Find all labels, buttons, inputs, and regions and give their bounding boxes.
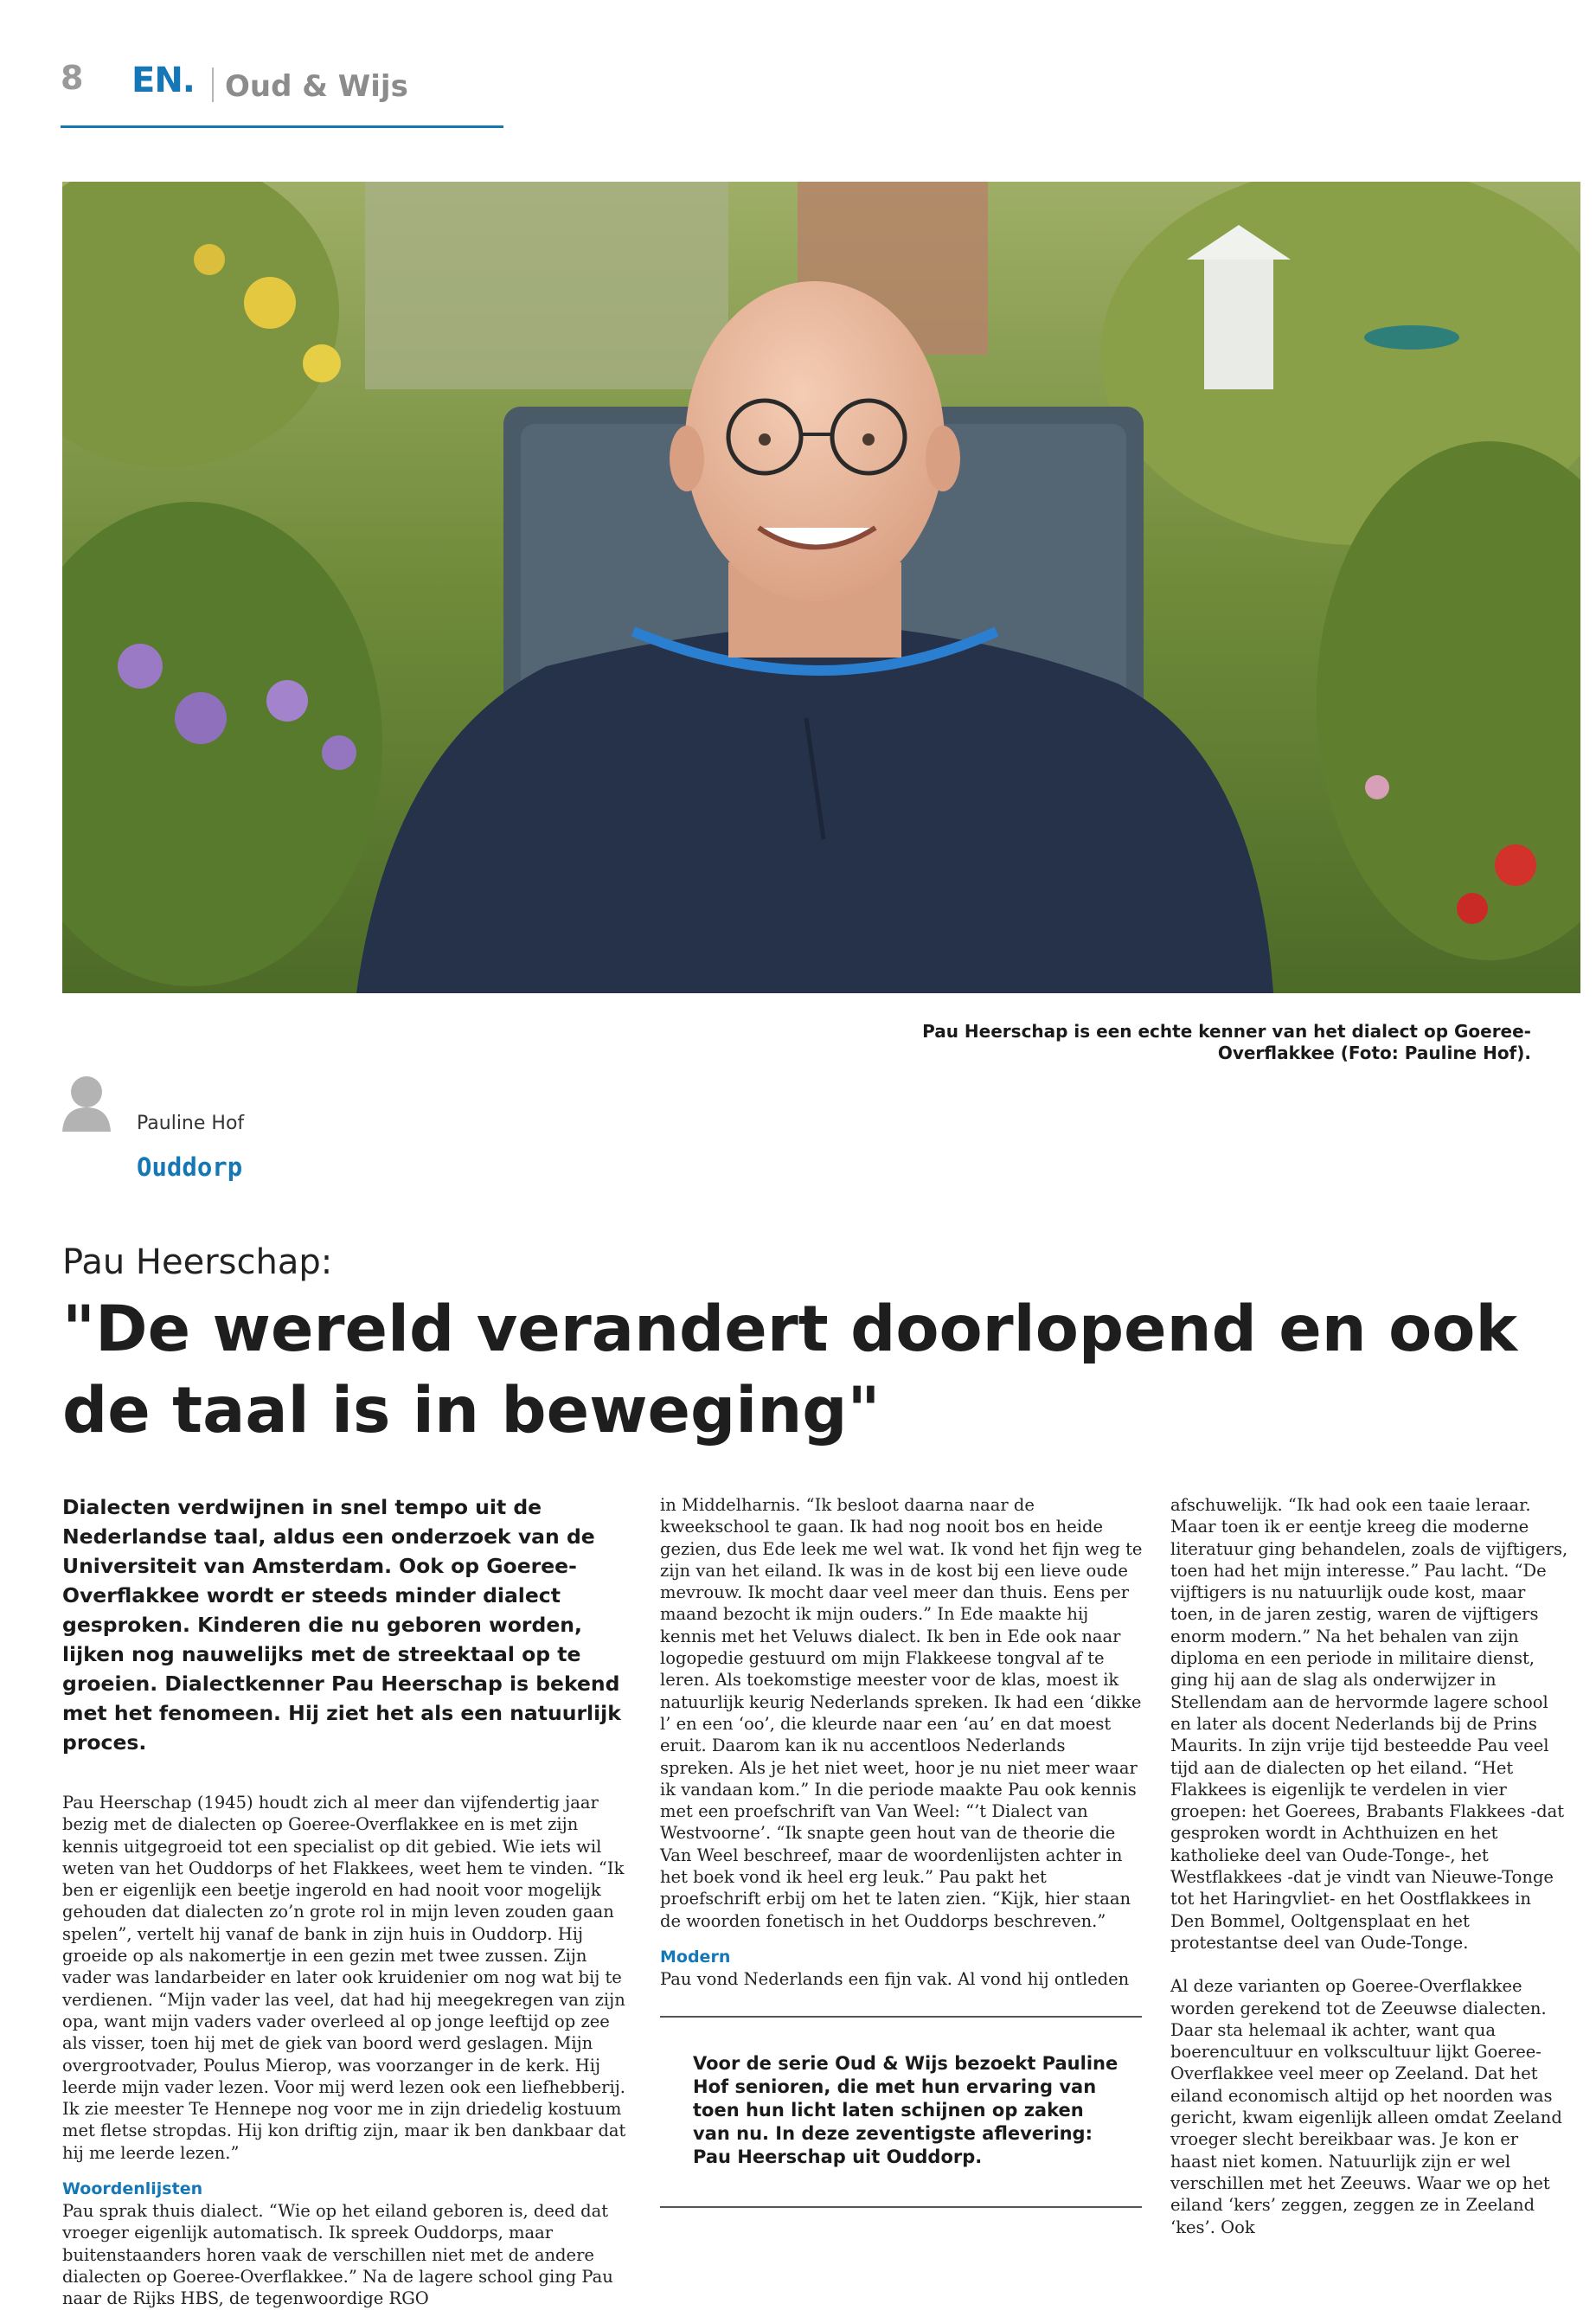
box-top-rule [660,2016,1142,2018]
article-column-1 [62,1492,633,2310]
author-name: Pauline Hof [137,1113,245,1134]
headline-kicker: Pau Heerschap: [62,1242,333,1282]
article-column-2 [660,1494,1144,1990]
article-column-3 [1170,1494,1568,2238]
subheading: Modern [660,1947,731,1967]
article-paragraph: afschuwelijk. “Ik had ook een taaie leraar. Maar toen ik er eentje kreeg die moderne literatuur ging behandelen, zoals de vijftigers, toen had het mijn interesse.” Pau lacht. “De vijftigers is nu natuurlijk oude kost, maar toen, in de jaren zestig, waren de vijftigers enorm modern.” Na het behalen van zijn diploma en een periode in militaire dienst, ging hij aan de slag als onderwijzer in Stellendam aan de hervormde lagere school en later als docent Nederlands bij de Prins Maurits. In zijn vrije tijd besteedde Pau veel tijd aan de dialecten op het eiland. “Het Flakkees is eigenlijk te verdelen in vier groepen: het Goerees, Brabants Flakkees -dat gesproken wordt in Achthuizen en het katholieke deel van Oude-Tonge-, het Westflakkees -dat je vindt van Nieuwe-Tonge tot het Haringvliet- en het Oostflakkees in Den Bommel, Ooltgensplaat en het protestantse deel van Oude-Tonge. [1170,1495,1568,1953]
article-paragraph: Al deze varianten op Goeree-Overflakkee worden gerekend tot de Zeeuwse dialecten. Daar sta helemaal ik achter, want qua boerencultuur en volkscultuur lijkt Goeree-Overflakkee veel meer op Zeeland. Dat het eiland economisch altijd op het noorden was gericht, kwam eigenlijk alleen omdat Zeeland vroeger slecht bereikbaar was. Je kon er haast niet komen. Natuurlijk zijn er wel verschillen met het Zeeuws. Waar we op het eiland ‘kers’ zeggen, zeggen ze in Zeeland ‘kes’. Ook [1170,1976,1562,2237]
section-name: Oud & Wijs [225,69,408,104]
article-paragraph: Pau sprak thuis dialect. “Wie op het eiland geboren is, deed dat vroeger eigenlijk automatisch. Ik spreek Ouddorps, maar buitenstaanders horen vaak de verschillen niet met de andere dialecten op Goeree-Overflakkee.” Na de lagere school ging Pau naar de Rijks HBS, de tegenwoordige RGO [62,2201,613,2309]
article-lead: Dialecten verdwijnen in snel tempo uit de Nederlandse taal, aldus een onderzoek van de Universiteit van Amsterdam. Ook op Goeree-Overflakkee wordt er steeds minder dialect gesproken. Kinderen die nu geboren worden, lijken nog nauwelijks met de streektaal op te groeien. Dialectkenner Pau Heerschap is bekend met het fenomeen. Hij ziet het als een natuurlijk proces. [62,1495,621,1755]
series-info-box [660,2016,1142,2208]
subheading: Woordenlijsten [62,2179,203,2199]
article-paragraph: in Middelharnis. “Ik besloot daarna naar de kweekschool te gaan. Ik had nog nooit bos en heide gezien, dus Ede leek me wel wat. Ik vond het fijn weg te zijn van het eiland. Ik was in de kost bij een lieve oude mevrouw. Ik mocht daar veel meer dan thuis. Eens per maand bezocht ik mijn ouders.” In Ede maakte hij kennis met het Veluws dialect. Ik ben in Ede ook naar logopedie gestuurd om mijn Flakkeese tongval af te leren. Als toekomstige meester voor de klas, moest ik natuurlijk keurig Nederlands spreken. Ik had een ‘dikke l’ en een ‘oo’, die kleurde naar een ‘au’ en dat moest eruit. Daarom kan ik nu accentloos Nederlands spreken. Als je het niet weet, hoor je nu niet meer waar ik vandaan kom.” In die periode maakte Pau ook kennis met een proefschrift van Van Weel: “’t Dialect van Westvoorne’. “Ik snapte geen hout van de theorie die Van Weel beschreef, maar de woordenlijsten achter in het boek vond ik heel erg leuk.” Pau pakt het proefschrift erbij om het te laten zien. “Kijk, hier staan de woorden fonetisch in het Ouddorps beschreven.” [660,1495,1143,1931]
page-number: 8 [61,59,84,97]
headline: "De wereld verandert doorlopend en ook de taal is in beweging" [62,1293,1517,1447]
author-avatar-icon [61,1075,112,1132]
newspaper-logo: EN. [131,61,195,100]
dateline-location: Ouddorp [137,1152,243,1182]
article-paragraph: Pau Heerschap (1945) houdt zich al meer dan vijfendertig jaar bezig met de dialecten op Goeree-Overflakkee en is met zijn kennis uitgegroeid tot een specialist op dit gebied. Wie iets wil weten van het Ouddorps of het Flakkees, weet hem te vinden. “Ik ben er eigenlijk een beetje ingerold en had nooit voor mogelijk gehouden dat dialecten zo’n grote rol in mijn leven zouden gaan spelen”, vertelt hij vanaf de bank in zijn huis in Ouddorp. Hij groeide op als nakomertje in een gezin met twee zussen. Zijn vader was landarbeider en later ook kruidenier om nog wat bij te verdienen. “Mijn vader las veel, dat had hij meegekregen van zijn opa, want mijn vaders vader overleed al op jonge leeftijd op zee als visser, toen hij met de giek van boord werd geslagen. Mijn overgrootvader, Poulus Mierop, was voorzanger in de kerk. Hij leerde mijn vader lezen. Voor mij werd lezen ook een liefhebberij. Ik zie meester Te Hennepe nog voor me in zijn driedelig kostuum met fletse stropdas. Hij kon driftig zijn, maar ik ben dankbaar dat hij me leerde lezen.” [62,1793,626,2163]
series-info-text: Voor de serie Oud & Wijs bezoekt Pauline Hof senioren, die met hun ervaring van toen hun licht laten schijnen op zaken van nu. In deze zeventigste aflevering: Pau Heerschap uit Ouddorp. [693,2053,1118,2167]
box-bottom-rule [660,2206,1142,2208]
header-divider [212,67,214,102]
article-photo [62,182,1580,993]
photo-caption: Pau Heerschap is een echte kenner van het dialect op Goeree-Overflakkee (Foto: Pauline Hof). [922,1021,1531,1063]
header-rule [61,125,503,128]
article-paragraph: Pau vond Nederlands een fijn vak. Al vond hij ontleden [660,1968,1130,1989]
